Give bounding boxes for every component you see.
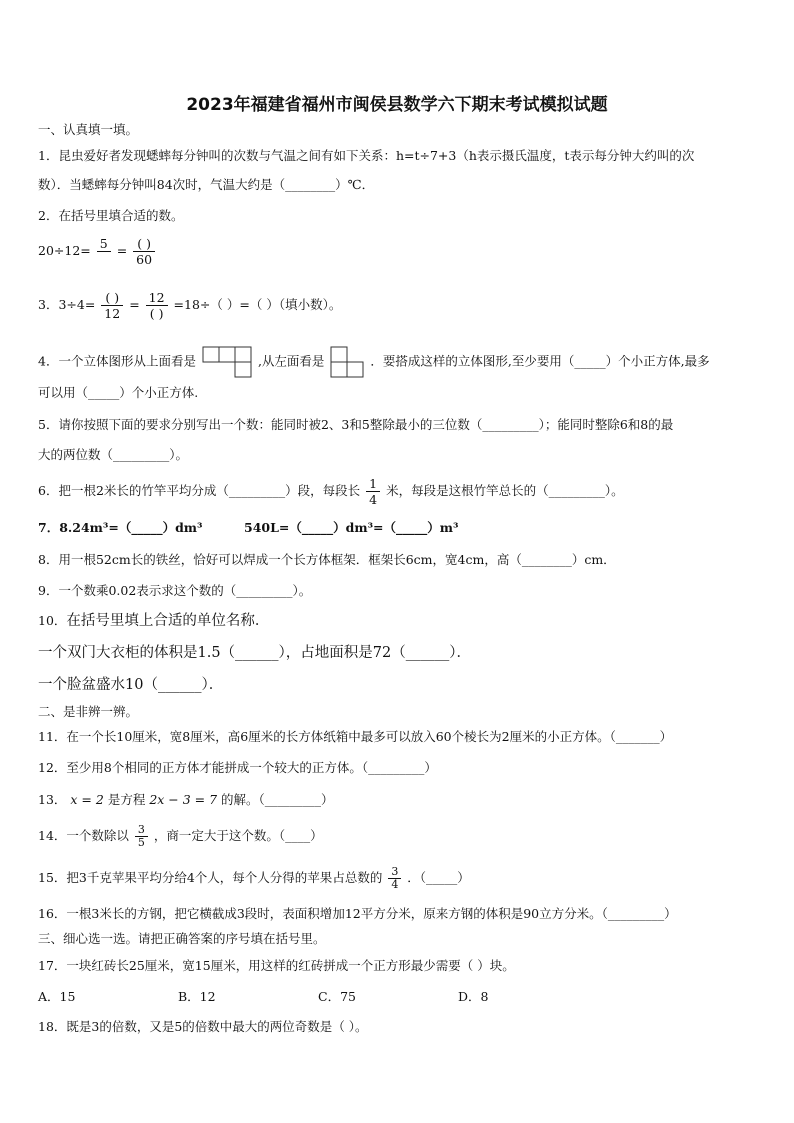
fraction-5-over-blank: 5 — [97, 236, 111, 267]
left-view-icon — [330, 346, 364, 378]
question-6: 6．把一根2米长的竹竿平均分成（_________）段，每段长 $\frac{1}{4}$ 米，每段是这根竹竿总长的（_________）。 — [38, 476, 624, 507]
question-11: 11．在一个长10厘米，宽8厘米，高6厘米的长方体纸箱中最多可以放入60个棱长为2厘米的小正方体。（_______） — [38, 729, 673, 744]
question-7-part-2: 540L=（_____）dm³=（_____）m³ — [244, 520, 459, 535]
fraction-blank-over-12: $\frac{( )}{12}$ — [101, 290, 123, 321]
question-4-line-1: 4．一个立体图形从上面看是 ,从左面看是 ．要搭成这样的立体图形,至少要用（_____）个小正方体,最多 — [38, 346, 710, 378]
question-5-line-2: 大的两位数（_________）。 — [38, 447, 189, 462]
fraction-blank-over-60: $\frac{( )}{60}$ — [133, 236, 155, 267]
option-d: D．8 — [458, 989, 489, 1004]
option-b: B．12 — [178, 989, 216, 1004]
question-1-line-1: 1．昆虫爱好者发现蟋蟀每分钟叫的次数与气温之间有如下关系：h=t÷7+3（h表示摄氏温度，t表示每分钟大约叫的次 — [38, 148, 695, 163]
option-c: C．75 — [318, 989, 356, 1004]
fraction-1-over-4: $\frac{1}{4}$ — [366, 476, 380, 507]
question-8: 8．用一根52cm长的铁丝，恰好可以焊成一个长方体框架．框架长6cm，宽4cm，高（________）cm． — [38, 552, 616, 567]
fraction-12-over-blank: $\frac{12}{( )}$ — [146, 290, 168, 321]
question-10-line-2: 一个双门大衣柜的体积是1.5（______），占地面积是72（______）． — [38, 645, 472, 661]
question-18: 18．既是3的倍数，又是5的倍数中最大的两位奇数是（ ）。 — [38, 1019, 368, 1034]
question-4-line-2: 可以用（_____）个小正方体. — [38, 385, 199, 400]
question-1-line-2: 数）．当蟋蟀每分钟叫84次时，气温大约是（________）℃． — [38, 177, 375, 192]
section-3-heading: 三、细心选一选。请把正确答案的序号填在括号里。 — [38, 931, 326, 946]
top-view-icon — [202, 346, 252, 378]
section-1-heading: 一、认真填一填。 — [38, 122, 139, 137]
question-15: 15．把3千克苹果平均分给4个人，每个人分得的苹果占总数的 $\frac{3}{4}$ ．（_____） — [38, 865, 470, 891]
page-title: 2023年福建省福州市闽侯县数学六下期末考试模拟试题 — [186, 95, 608, 115]
question-2-equation: 20÷12= 5 = $\frac{( )}{60}$ — [38, 236, 157, 267]
question-10-heading: 10．在括号里填上合适的单位名称． — [38, 613, 270, 629]
question-17: 17．一块红砖长25厘米，宽15厘米，用这样的红砖拼成一个正方形最少需要（ ）块。 — [38, 958, 515, 973]
question-7-part-1: 7．8.24m³=（_____）dm³ — [38, 520, 203, 535]
section-2-heading: 二、是非辨一辨。 — [38, 704, 139, 719]
question-13: 13． x = 2 是方程 2x − 3 = 7 的解。（_________） — [38, 792, 334, 807]
question-9: 9．一个数乘0.02表示求这个数的（_________）。 — [38, 583, 312, 598]
question-17-options — [38, 989, 598, 1005]
math-expression-x-equals-2: x = 2 — [70, 792, 104, 807]
question-12: 12．至少用8个相同的正方体才能拼成一个较大的正方体。（_________） — [38, 760, 437, 775]
question-10-line-3: 一个脸盆盛水10（______）． — [38, 677, 224, 693]
option-a: A．15 — [38, 989, 76, 1004]
math-equation: 2x − 3 = 7 — [149, 792, 218, 807]
question-16: 16．一根3米长的方钢，把它横截成3段时，表面积增加12平方分米，原来方钢的体积是90立方分米。（_________） — [38, 906, 677, 921]
fraction-3-over-4: $\frac{3}{4}$ — [388, 866, 401, 891]
question-14: 14．一个数除以 $\frac{3}{5}$ ，商一定大于这个数。（____） — [38, 823, 323, 849]
question-2-text: 2．在括号里填合适的数。 — [38, 208, 184, 223]
question-2-lead: 20÷12= — [38, 243, 91, 258]
fraction-3-over-5: $\frac{3}{5}$ — [135, 824, 148, 849]
question-3: 3．3÷4= $\frac{( )}{12}$ = $\frac{12}{( )}$ =18÷（ ）=（ ）（填小数）。 — [38, 290, 342, 321]
question-5-line-1: 5．请你按照下面的要求分别写出一个数：能同时被2、3和5整除最小的三位数（_________）；能同时整除6和8的最 — [38, 417, 674, 432]
